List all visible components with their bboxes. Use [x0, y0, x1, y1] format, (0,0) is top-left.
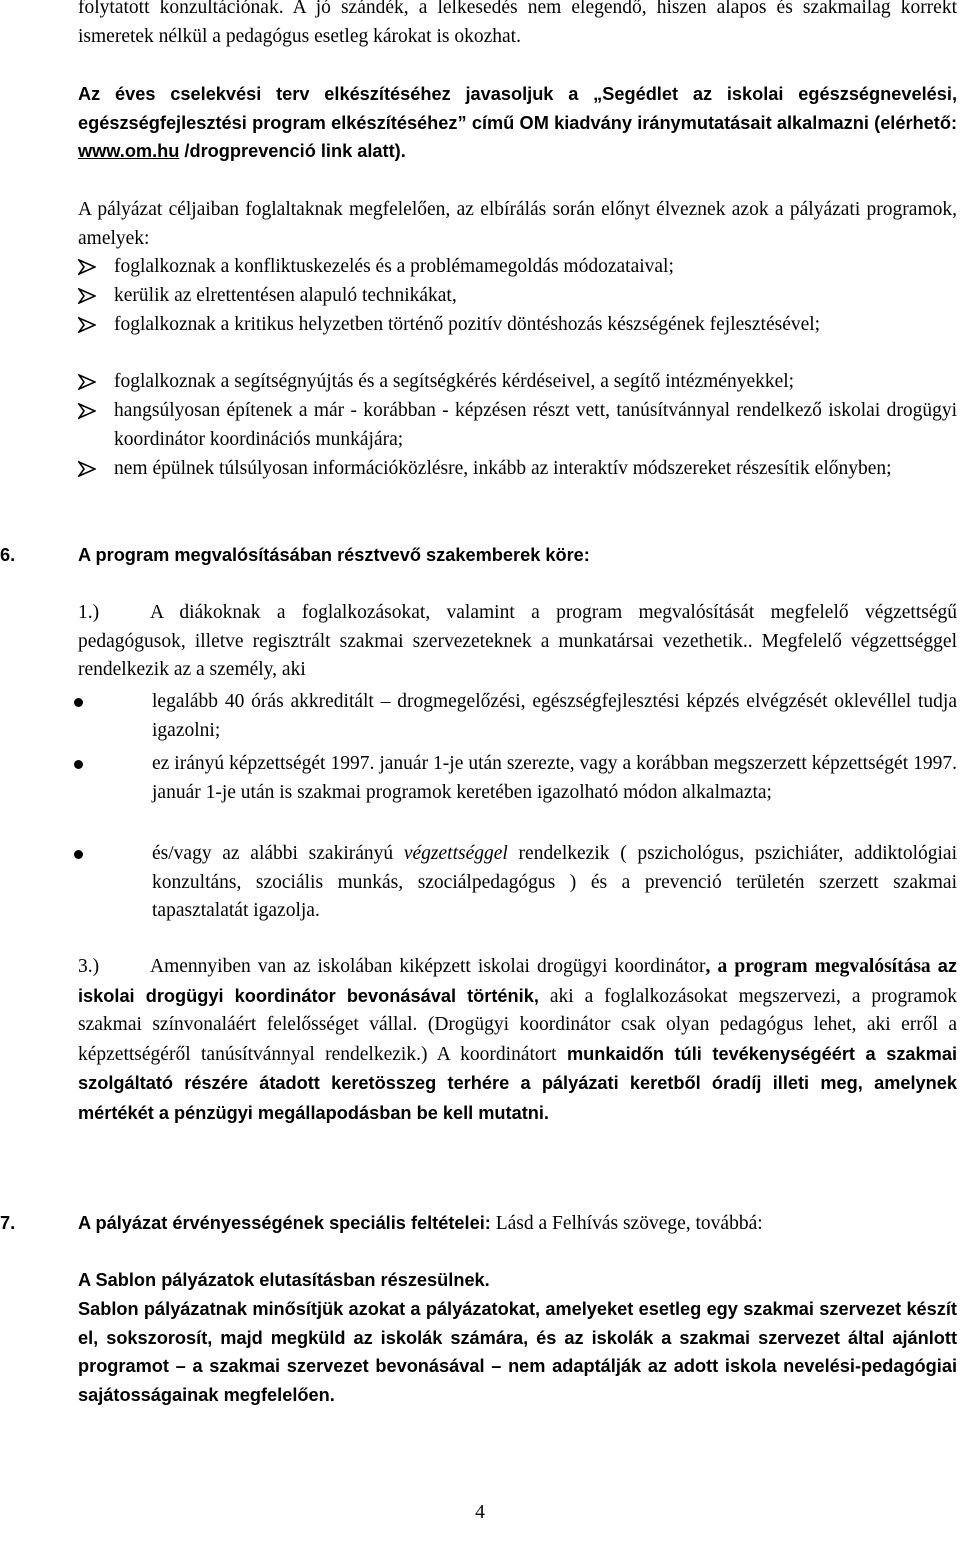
goal-item	[78, 397, 957, 454]
goal-item-text: nem épülnek túlsúlyosan információközlésre, inkább az interaktív módszereket részesítik előnyben;	[114, 458, 892, 479]
goal-item-text: foglalkoznak a konfliktuskezelés és a problémamegoldás módozataival;	[114, 256, 674, 277]
goal-item-text: foglalkoznak a segítségnyújtás és a segítségkérés kérdéseivel, a segítő intézményekkel;	[114, 371, 795, 392]
arrow-bullet-icon	[78, 455, 108, 477]
goals-intro: A pályázat céljaiban foglaltaknak megfelelően, az elbírálás során előnyt élveznek azok a pályázati programok, amelyek:	[78, 199, 957, 249]
section-6-title: A program megvalósításában résztvevő szakemberek köre:	[78, 545, 590, 565]
goal-item	[78, 368, 957, 397]
goal-item	[78, 455, 957, 484]
qualification-item	[78, 750, 957, 807]
goal-item	[78, 311, 957, 340]
item-3-paragraph	[78, 952, 957, 1129]
item-1-paragraph	[78, 599, 957, 685]
page-number: 4	[475, 1502, 485, 1523]
section-7-number: 7.	[0, 1213, 16, 1233]
item-3-number: 3.)	[78, 956, 100, 977]
goal-item	[78, 253, 957, 282]
qualification-item-text	[152, 840, 957, 926]
item-3-part4: aki a foglalkozásokat megszervezi, a programok szakmai színvonaláért felelősséget vállal. (Drogügyi koordinátor csak olyan pedagógus lehet, aki erről a képzettségéről tanúsítvánnyal rendelkezik.) A koordinátort	[78, 985, 957, 1065]
goal-item-text: kerülik az elrettentésen alapuló technikákat,	[114, 285, 457, 306]
arrow-bullet-icon	[78, 368, 108, 390]
item-1-text: A diákoknak a foglalkozásokat, valamint a program megvalósítását megfelelő végzettségű pedagógusok, illetve regisztrált szakmai szervezeteknek a munkatársai vezethetik.. Megfelelő végzettséggel rendelkezik az a személy, aki	[78, 602, 957, 681]
intro-paragraph: folytatott konzultációnak. A jó szándék, a lelkesedés nem elegendő, hiszen alapos és szakmailag korrekt ismeretek nélkül a pedagógus esetleg károkat is okozhat.	[78, 0, 957, 47]
arrow-bullet-icon	[78, 311, 108, 333]
arrow-bullet-icon	[78, 253, 108, 275]
section-7-rest: Lásd a Felhívás szövege, továbbá:	[490, 1213, 763, 1234]
goal-item-text: foglalkoznak a kritikus helyzetben történő pozitív döntéshozás készségének fejlesztésével;	[114, 314, 821, 335]
arrow-bullet-icon	[78, 397, 108, 419]
goal-item-text: hangsúlyosan építenek a már - korábban - képzésen részt vett, tanúsítvánnyal rendelkező iskolai drogügyi koordinátor koordinációs munkájára;	[114, 400, 957, 450]
item-3-part1: Amennyiben van az iskolában kiképzett iskolai drogügyi koordinátor	[150, 956, 706, 977]
qualification-item	[78, 840, 957, 926]
section-7-heading	[0, 1209, 957, 1239]
qualification-item	[78, 688, 957, 745]
arrow-bullet-icon	[78, 282, 108, 304]
bullet-dot-icon	[74, 688, 83, 707]
goal-item	[78, 282, 957, 311]
qualification-italic: végzettséggel	[403, 843, 508, 864]
qualification-item-text: legalább 40 órás akkreditált – drogmegelőzési, egészségfejlesztési képzés elvégzését oklevéllel tudja igazolni;	[152, 691, 957, 741]
sablon-line: A Sablon pályázatok elutasításban részesülnek.	[78, 1270, 490, 1290]
om-link[interactable]: www.om.hu	[78, 141, 180, 162]
qualification-after: rendelkezik ( pszichológus, pszichiáter, addiktológiai konzultáns, szociális munkás, szociálpedagógus ) és a prevenció területén szerzett szakmai tapasztalatát igazolja.	[152, 843, 957, 922]
bullet-dot-icon	[74, 750, 83, 769]
section-6-number: 6.	[0, 545, 16, 565]
recommendation-text: Az éves cselekvési terv elkészítéséhez javasoljuk a „Segédlet az iskolai egészségnevelési, egészségfejlesztési program elkészítéséhez” című OM kiadvány iránymutatásait alkalmazni (elérhető:	[78, 84, 957, 133]
qualification-item-text: ez irányú képzettségét 1997. január 1-je után szerezte, vagy a korábban megszerzett képzettségét 1997. január 1-je után is szakmai programok keretében igazolható módon alkalmazta;	[152, 753, 957, 803]
sablon-paragraph: Sablon pályázatnak minősítjük azokat a pályázatokat, amelyeket esetleg egy szakmai szervezet készít el, sokszorosít, majd megküld az iskolák számára, és az iskolák a szakmai szervezet által ajánlott programot – a szakmai szervezet bevonásával – nem adaptálják az adott iskola nevelési-pedagógiai sajátosságainak megfelelően.	[78, 1299, 957, 1405]
recommendation-tail: /drogprevenció link alatt).	[179, 141, 406, 162]
section-6-heading	[0, 541, 957, 570]
item-3-part5: munkaidőn túli tevékenységéért a szakmai szolgáltató részére átadott keretösszeg terhére a pályázati keretből óradíj illeti meg, amelynek mértékét a pénzügyi megállapodásban be kell mutatni.	[78, 1043, 957, 1123]
section-7-title: A pályázat érvényességének speciális feltételei:	[78, 1213, 491, 1233]
qualification-before: és/vagy az alábbi szakirányú	[152, 843, 404, 864]
bullet-dot-icon	[74, 840, 83, 859]
item-3-part3: az iskolai drogügyi koordinátor bevonásával történik,	[78, 956, 958, 1006]
recommendation-paragraph	[78, 80, 957, 166]
item-1-number: 1.)	[78, 602, 100, 623]
item-3-part2: , a program megvalósítása	[705, 956, 938, 977]
